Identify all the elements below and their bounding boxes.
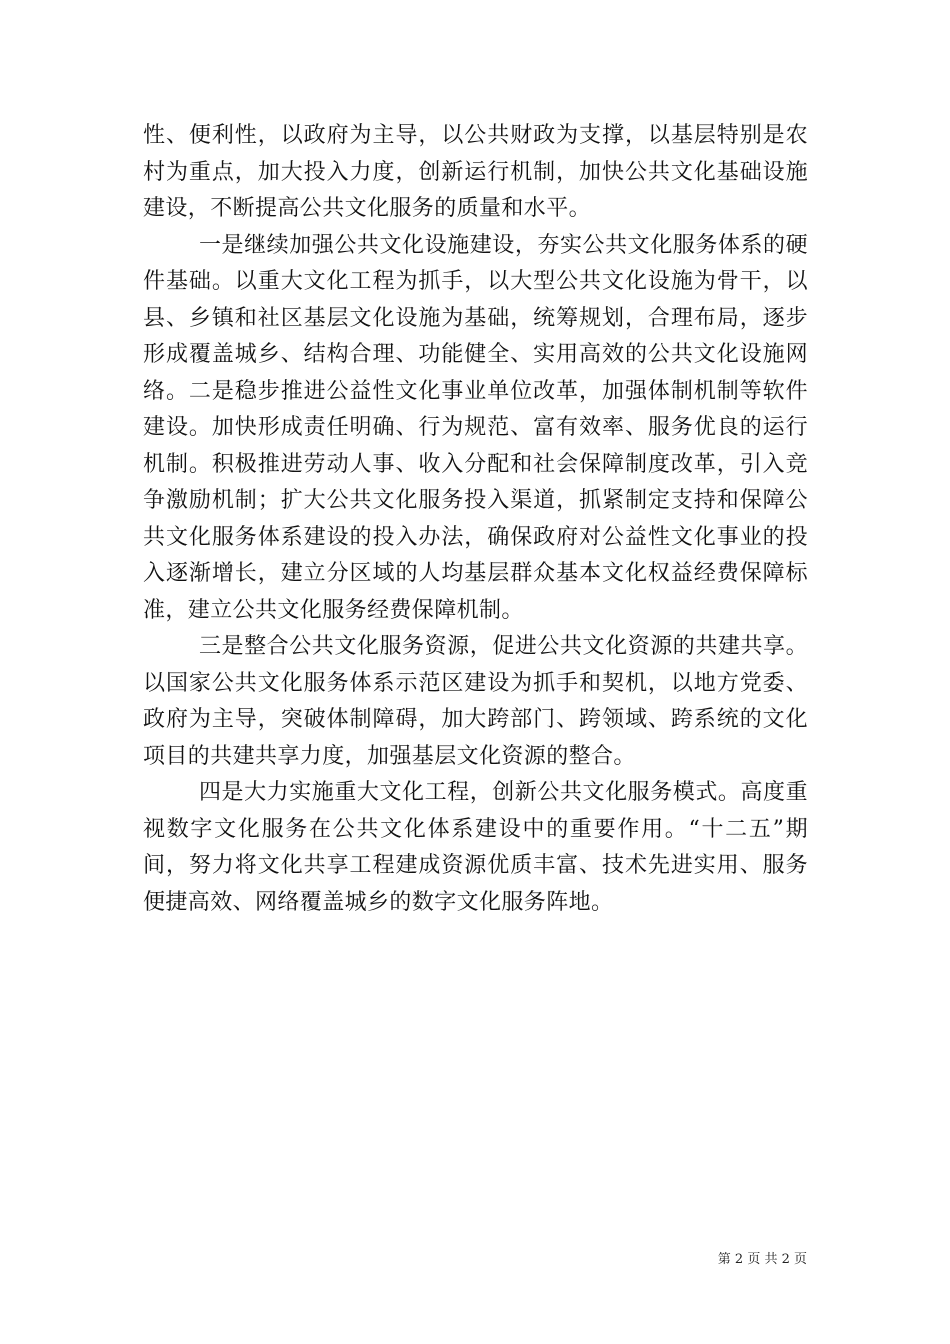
- paragraph-4: 四是大力实施重大文化工程，创新公共文化服务模式。高度重视数字文化服务在公共文化体系建设中的重要作用。“十二五”期间，努力将文化共享工程建成资源优质丰富、技术先进实用、服务便捷高效、网络覆盖城乡的数字文化服务阵地。: [143, 780, 808, 915]
- paragraph-3: 三是整合公共文化服务资源，促进公共文化资源的共建共享。以国家公共文化服务体系示范区建设为抓手和契机，以地方党委、政府为主导，突破体制障碍，加大跨部门、跨领域、跨系统的文化项目的共建共享力度，加强基层文化资源的整合。: [143, 634, 808, 769]
- page-number-footer: 第 2 页 共 2 页: [717, 1252, 807, 1267]
- document-body: [143, 118, 808, 921]
- paragraph-1: 性、便利性，以政府为主导，以公共财政为支撑，以基层特别是农村为重点，加大投入力度，创新运行机制，加快公共文化基础设施建设，不断提高公共文化服务的质量和水平。: [143, 123, 808, 221]
- paragraph-2: 一是继续加强公共文化设施建设，夯实公共文化服务体系的硬件基础。以重大文化工程为抓手，以大型公共文化设施为骨干，以县、乡镇和社区基层文化设施为基础，统筹规划，合理布局，逐步形成覆盖城乡、结构合理、功能健全、实用高效的公共文化设施网络。二是稳步推进公益性文化事业单位改革，加强体制机制等软件建设。加快形成责任明确、行为规范、富有效率、服务优良的运行机制。积极推进劳动人事、收入分配和社会保障制度改革，引入竞争激励机制；扩大公共文化服务投入渠道，抓紧制定支持和保障公共文化服务体系建设的投入办法，确保政府对公益性文化事业的投入逐渐增长，建立分区域的人均基层群众基本文化权益经费保障标准，建立公共文化服务经费保障机制。: [143, 232, 808, 623]
